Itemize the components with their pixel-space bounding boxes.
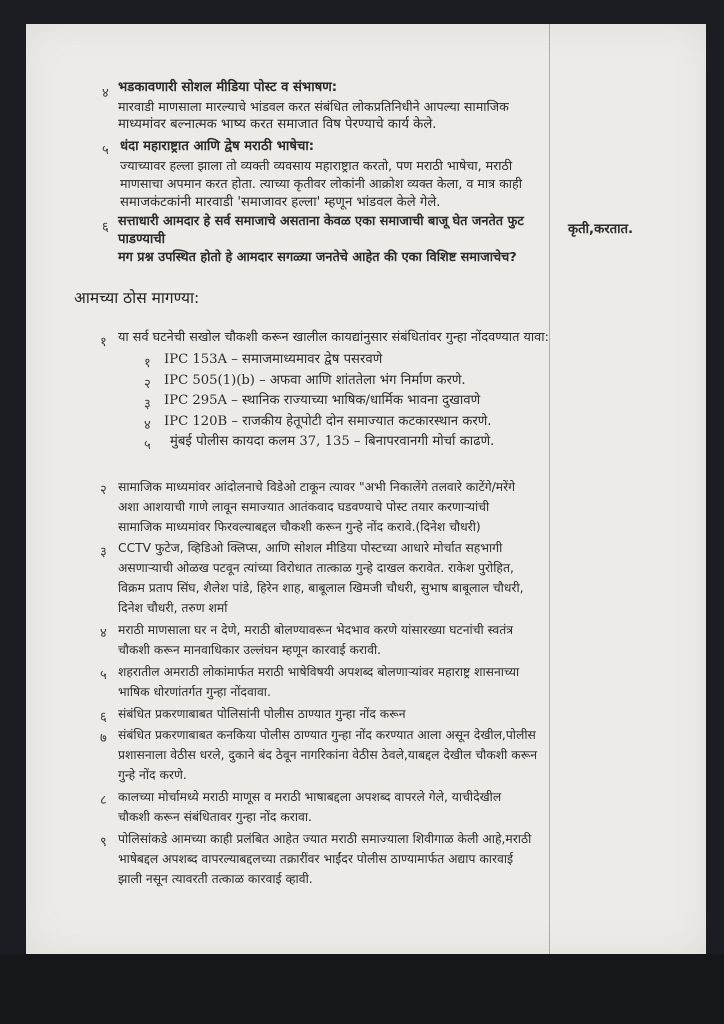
item-line: कृती,करतात. — [568, 222, 634, 237]
demand-line: कालच्या मोर्चामध्ये मराठी माणूस व मराठी भाषाबद्दला अपशब्द वापरले गेले, याचीदेखील — [118, 790, 502, 804]
demand-line: सामाजिक माध्यमांवर फिरवल्याबद्दल चौकशी करून गुन्हे नोंद करावे.(दिनेश चौधरी) — [118, 520, 481, 534]
page-fold-line — [549, 24, 550, 954]
demand-line: गुन्हे नोंद करणे. — [118, 768, 187, 782]
demand-line: झाली नसून त्यावरती तत्काळ कारवाई व्हावी. — [118, 872, 313, 886]
demand-text: या सर्व घटनेची सखोल चौकशी करून खालील कायद्यांनुसार संबंधितांवर गुन्हा नोंदवण्यात यावा: — [118, 330, 549, 345]
law-item: IPC 505(1)(b) – अफवा आणि शांततेला भंग निर्माण करणे. — [164, 373, 466, 388]
demand-line: प्रशासनाला वेठीस धरले, दुकाने बंद ठेवून नागरिकांना वेठीस ठेवले,याबद्दल देखील चौकशी करून — [118, 748, 538, 762]
demand-line: पोलिसांकडे आमच्या काही प्रलंबित आहेत ज्यात मराठी समाज्याला शिवीगाळ केली आहे,मराठी — [118, 832, 532, 846]
law-item: मुंबई पोलीस कायदा कलम 37, 135 – बिनापरवानगी मोर्चा काढणे. — [170, 434, 495, 449]
demand-number: १ — [100, 335, 107, 350]
sub-number: ५ — [144, 438, 151, 453]
demand-line: संबंधित प्रकरणाबाबत कनकिया पोलीस ठाण्यात गुन्हा नोंद करण्यात आला असून देखील,पोलीस — [118, 728, 536, 742]
sub-number: २ — [144, 377, 151, 392]
law-item: IPC 153A – समाजमाध्यमावर द्वेष पसरवणे — [164, 352, 383, 367]
item-number: ५ — [102, 143, 109, 158]
demand-line: CCTV फुटेज, व्हिडिओ क्लिप्स, आणि सोशल मीडिया पोस्टच्या आधारे मोर्चात सहभागी — [118, 541, 503, 555]
demand-number: ८ — [100, 793, 107, 808]
item-number: ४ — [102, 86, 109, 101]
demand-number: ६ — [100, 710, 107, 725]
demand-number: ४ — [100, 626, 107, 641]
item-line: मग प्रश्न उपस्थित होतो हे आमदार सगळ्या जनतेचे आहेत की एका विशिष्ट समाजाचेच? — [118, 250, 517, 265]
law-item: IPC 295A – स्थानिक राज्याच्या भाषिक/धार्मिक भावना दुखावणे — [164, 393, 481, 408]
demand-line: विक्रम प्रताप सिंघ, शैलेश पांडे, हिरेन शाह, बाबूलाल खिमजी चौधरी, सुभाष बाबूलाल चौधरी, — [118, 581, 524, 595]
demand-number: ३ — [100, 545, 107, 560]
item-number: ६ — [102, 220, 109, 235]
demand-line: दिनेश चौधरी, तरुण शर्मा — [118, 601, 228, 615]
demand-number: ५ — [100, 668, 107, 683]
demand-line: अशा आशयाची गाणे लावून समाज्यात आतंकवाद घडवण्याचे पोस्ट तयार करणाऱ्यांची — [118, 500, 490, 514]
sub-number: १ — [144, 356, 151, 371]
sub-number: ३ — [144, 397, 151, 412]
demand-line: सामाजिक माध्यमांवर आंदोलनाचे विडेओ टाकून त्यावर "अभी निकालेंगे तलवारे काटेंगे/मरेंगे — [118, 480, 516, 494]
demand-line: शहरातील अमराठी लोकांमार्फत मराठी भाषेविषयी अपशब्द बोलणाऱ्यांवर महाराष्ट्र शासनाच्या — [118, 665, 520, 679]
item-line: समाजकंटकांनी मारवाडी 'समाजावर हल्ला' म्हणून भांडवल केले गेले. — [120, 195, 441, 210]
law-item: IPC 120B – राजकीय हेतूपोटी दोन समाज्यात कटकारस्थान करणे. — [164, 414, 492, 429]
item-line: ज्याच्यावर हल्ला झाला तो व्यक्ती व्यवसाय महाराष्ट्रात करतो, पण मराठी भाषेचा, मराठी — [120, 158, 513, 173]
item-title: सत्ताधारी आमदार हे सर्व समाजाचे असताना केवळ एका समाजाची बाजू घेत जनतेत फुट — [118, 214, 524, 229]
demand-line: चौकशी करून संबंधितावर गुन्हा नोंद करावा. — [118, 810, 312, 824]
item-title: भडकावणारी सोशल मीडिया पोस्ट व संभाषण: — [118, 80, 338, 95]
sub-number: ४ — [144, 418, 151, 433]
section-heading: आमच्या ठोस मागण्या: — [74, 289, 200, 307]
document-page — [26, 24, 706, 954]
demand-number: ७ — [100, 731, 107, 746]
item-line: मारवाडी माणसाला मारल्याचे भांडवल करत संबंधित लोकप्रतिनिधीने आपल्या सामाजिक — [118, 99, 509, 114]
demand-line: भाषेबद्दल अपशब्द वापरल्याबद्दलच्या तक्रारींवर भाईंदर पोलीस ठाण्यामार्फत अद्याप कारवाई — [118, 852, 514, 866]
background-edge — [0, 954, 724, 1024]
demand-line: संबंधित प्रकरणाबाबत पोलिसांनी पोलीस ठाण्यात गुन्हा नोंद करून — [118, 707, 406, 721]
demand-line: मराठी माणसाला घर न देणे, मराठी बोलण्यावरून भेदभाव करणे यांसारख्या घटनांची स्वतंत्र — [118, 623, 514, 637]
demand-number: ९ — [100, 835, 107, 850]
demand-number: २ — [100, 483, 107, 498]
demand-line: असणाऱ्याची ओळख पटवून त्यांच्या विरोधात तात्काळ गुन्हे दाखल करावेत. राकेश पुरोहित, — [118, 561, 514, 575]
item-line: पाडण्याची — [118, 232, 166, 247]
item-line: माणसाचा अपमान करत होता. त्याच्या कृतीवर लोकांनी आक्रोश व्यक्त केला, व मात्र काही — [120, 176, 522, 191]
item-line: माध्यमांवर बल्नात्मक भाष्य करत समाजात विष पेरण्याचे कार्य केले. — [118, 117, 437, 132]
item-title: धंदा महाराष्ट्रात आणि द्वेष मराठी भाषेचा: — [120, 139, 315, 154]
demand-line: चौकशी करून मानवाधिकार उल्लंघन म्हणून कारवाई करावी. — [118, 643, 382, 657]
demand-line: भाषिक धोरणांतर्गत गुन्हा नोंदवावा. — [118, 685, 271, 699]
